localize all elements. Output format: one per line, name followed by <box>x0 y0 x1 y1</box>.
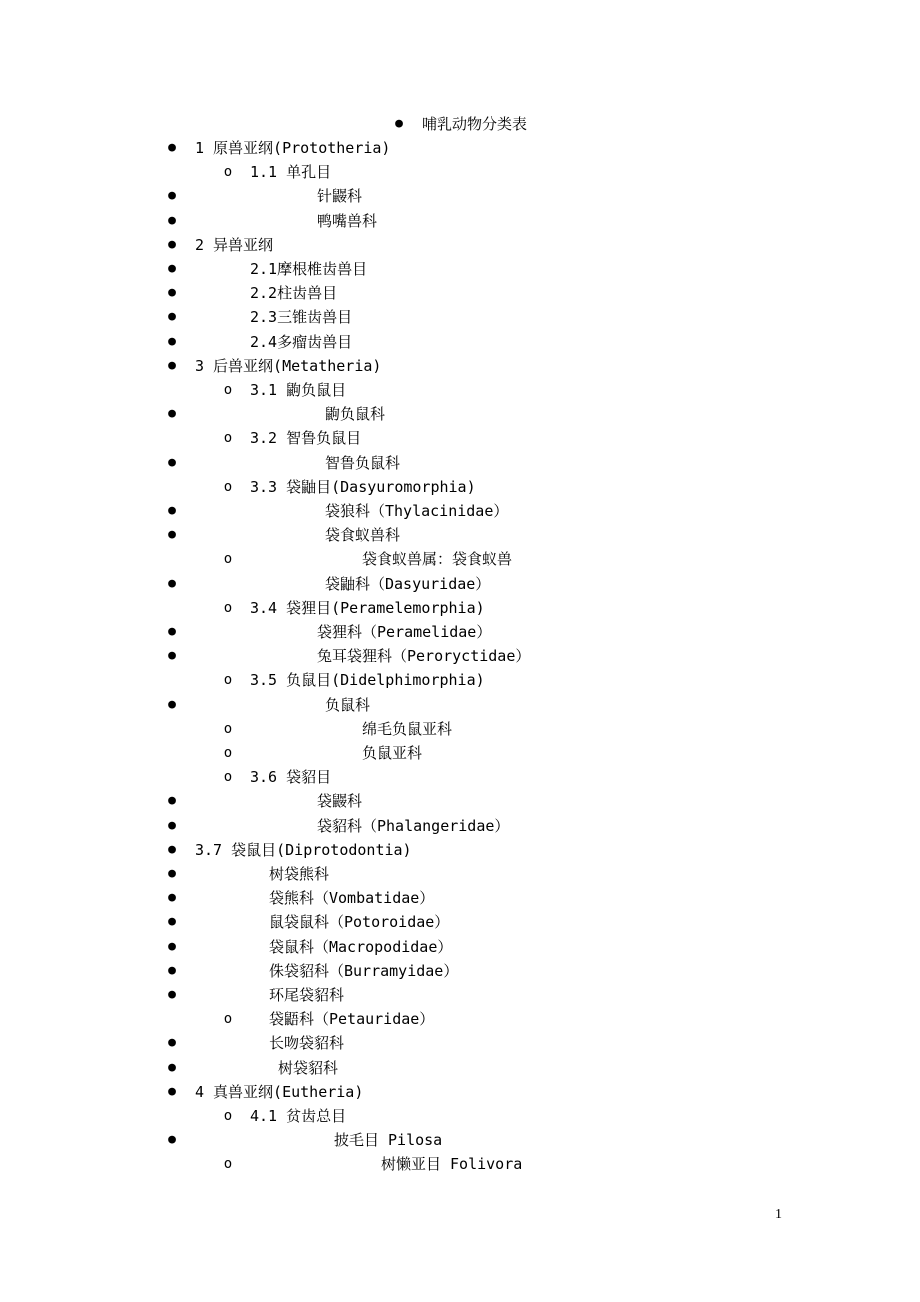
list-item-text: 1 原兽亚纲(Prototheria) <box>195 139 391 157</box>
list-item-text: 袋熊科（Vombatidae） <box>269 889 435 908</box>
list-item-text: 袋貂科（Phalangeridae） <box>317 816 510 835</box>
bullet-marker: ● <box>168 236 176 252</box>
list-item-text: 3.1 鼩负鼠目 <box>250 381 347 399</box>
list-item-text: 2.2柱齿兽目 <box>250 284 338 303</box>
list-item-text: 3 后兽亚纲(Metatheria) <box>195 356 382 375</box>
bullet-marker: ● <box>168 1083 176 1099</box>
circle-marker: o <box>223 1011 233 1028</box>
list-item-text: 环尾袋貂科 <box>269 986 345 1004</box>
bullet-marker: ● <box>168 503 176 518</box>
list-item-text: 2.4多瘤齿兽目 <box>250 332 353 351</box>
list-item-text: 3.7 袋鼠目(Diprotodontia) <box>195 840 412 859</box>
list-item-text: 侏袋貂科（Burramyidae） <box>269 961 459 980</box>
circle-marker: o <box>223 551 233 568</box>
circle-marker: o <box>223 599 233 616</box>
bullet-marker: ● <box>168 648 176 664</box>
bullet-marker: ● <box>168 140 176 155</box>
list-item-text: 树袋熊科 <box>269 865 330 883</box>
list-item-text: 负鼠科 <box>325 695 371 714</box>
list-item-text: 袋鼬科（Dasyuridae） <box>325 574 491 593</box>
circle-marker: o <box>223 164 233 181</box>
circle-marker: o <box>223 478 233 495</box>
bullet-marker: ● <box>168 890 176 906</box>
bullet-marker: ● <box>168 309 176 325</box>
list-item-text: 袋鼯科（Petauridae） <box>269 1010 435 1029</box>
list-item-text: 2 异兽亚纲 <box>195 235 274 254</box>
list-item-text: 智鲁负鼠科 <box>325 453 401 472</box>
list-item-text: 兔耳袋狸科（Peroryctidae） <box>317 647 531 666</box>
list-item-text: 树袋貂科 <box>278 1058 339 1077</box>
list-item-text: 4.1 贫齿总目 <box>250 1107 347 1125</box>
bullet-marker: ● <box>168 188 176 204</box>
bullet-marker: ● <box>168 261 176 276</box>
list-item-text: 4 真兽亚纲(Eutheria) <box>195 1082 364 1101</box>
list-item-text: 3.4 袋狸目(Peramelemorphia) <box>250 598 485 617</box>
circle-marker: o <box>223 745 233 761</box>
bullet-marker: ● <box>168 357 176 373</box>
list-item-text: 袋狸科（Peramelidae） <box>317 623 492 641</box>
bullet-marker: ● <box>168 333 176 349</box>
bullet-marker: ● <box>168 962 176 978</box>
bullet-marker: ● <box>168 624 176 639</box>
list-item-text: 袋鼠科（Macropodidae） <box>269 937 453 956</box>
list-item-text: 2.3三锥齿兽目 <box>250 308 353 327</box>
bullet-marker: ● <box>168 987 176 1002</box>
list-item-text: 3.5 负鼠目(Didelphimorphia) <box>250 671 485 690</box>
list-item-text: 3.2 智鲁负鼠目 <box>250 429 362 448</box>
document-title: 哺乳动物分类表 <box>422 115 528 133</box>
bullet-marker: ● <box>168 841 176 857</box>
bullet-marker: ● <box>168 212 176 228</box>
list-item-text: 树懒亚目 Folivora <box>381 1155 523 1174</box>
list-item-text: 负鼠亚科 <box>362 744 423 762</box>
list-item-text: 长吻袋貂科 <box>269 1034 345 1053</box>
bullet-marker: ● <box>395 116 403 131</box>
bullet-marker: ● <box>168 1132 176 1148</box>
list-item-text: 袋食蚁兽属：袋食蚁兽 <box>362 550 513 569</box>
list-item-text: 2.1摩根椎齿兽目 <box>250 260 368 278</box>
bullet-marker: ● <box>168 696 176 712</box>
page-number: 1 <box>775 1207 782 1222</box>
bullet-marker: ● <box>168 575 176 591</box>
bullet-marker: ● <box>168 914 176 930</box>
list-item-text: 披毛目 Pilosa <box>334 1131 443 1150</box>
bullet-marker: ● <box>168 285 176 301</box>
bullet-marker: ● <box>168 866 176 881</box>
circle-marker: o <box>223 1108 233 1124</box>
list-item-text: 绵毛负鼠亚科 <box>362 719 453 738</box>
circle-marker: o <box>223 769 233 786</box>
circle-marker: o <box>223 382 233 398</box>
list-item-text: 3.3 袋鼬目(Dasyuromorphia) <box>250 477 476 496</box>
list-item-text: 3.6 袋貂目 <box>250 768 332 787</box>
circle-marker: o <box>223 720 233 737</box>
bullet-marker: ● <box>168 793 176 809</box>
list-item-text: 袋食蚁兽科 <box>325 526 401 545</box>
list-item-text: 1.1 单孔目 <box>250 163 332 182</box>
list-item-text: 袋狼科（Thylacinidae） <box>325 502 509 520</box>
bullet-marker: ● <box>168 1035 176 1051</box>
list-item-text: 针鼹科 <box>317 187 363 206</box>
circle-marker: o <box>223 430 233 447</box>
circle-marker: o <box>223 672 233 689</box>
bullet-marker: ● <box>168 454 176 470</box>
list-item-text: 鼠袋鼠科（Potoroidae） <box>269 913 450 932</box>
bullet-marker: ● <box>168 527 176 543</box>
bullet-marker: ● <box>168 1059 176 1075</box>
list-item-text: 鼩负鼠科 <box>325 405 386 424</box>
bullet-marker: ● <box>168 817 176 833</box>
list-item-text: 鸭嘴兽科 <box>317 211 378 230</box>
list-item-text: 袋鼹科 <box>317 792 363 811</box>
circle-marker: o <box>223 1156 233 1173</box>
bullet-marker: ● <box>168 938 176 954</box>
bullet-marker: ● <box>168 406 176 422</box>
